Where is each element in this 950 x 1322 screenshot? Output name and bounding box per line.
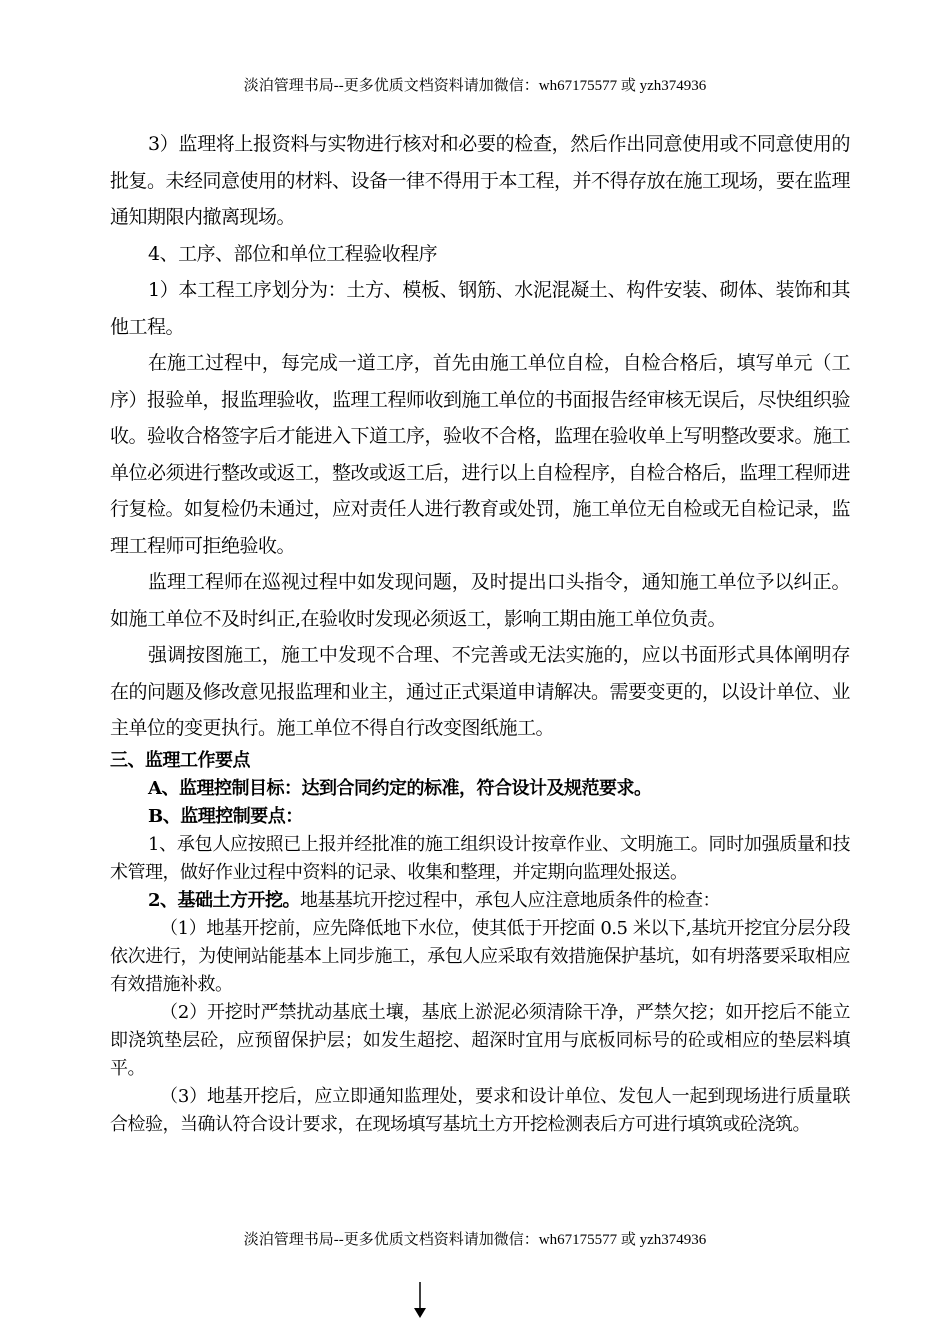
excavation-item-2: （2）开挖时严禁扰动基底土壤，基底上淤泥必须清除干净，严禁欠挖；如开挖后不能立即浇筑垫层砼，应预留保护层；如发生超挖、超深时宜用与底板同标号的砼或相应的垫层料填平。 bbox=[110, 1001, 850, 1079]
paragraph-inspection-patrol: 监理工程师在巡视过程中如发现问题，及时提出口头指令，通知施工单位予以纠正。如施工单位不及时纠正,在验收时发现必须返工，影响工期由施工单位负责。 bbox=[110, 571, 850, 630]
paragraph-material-approval: 3）监理将上报资料与实物进行核对和必要的检查，然后作出同意使用或不同意使用的批复。未经同意使用的材料、设备一律不得用于本工程，并不得存放在施工现场，要在监理通知期限内撤离现场。 bbox=[110, 133, 851, 228]
control-item-2-title: 2、基础土方开挖。 bbox=[148, 889, 301, 911]
page-footer: 淡泊管理书局--更多优质文档资料请加微信：wh67175577 或 yzh374936 bbox=[243, 1232, 707, 1248]
control-target: A、监理控制目标：达到合同约定的标准，符合设计及规范要求。 bbox=[148, 777, 652, 799]
paragraph-drawing-compliance: 强调按图施工，施工中发现不合理、不完善或无法实施的，应以书面形式具体阐明存在的问题及修改意见报监理和业主，通过正式渠道申请解决。需要变更的，以设计单位、业主单位的变更执行。施工单位不得自行改变图纸施工。 bbox=[110, 644, 851, 739]
paragraph-self-inspection: 在施工过程中，每完成一道工序，首先由施工单位自检，自检合格后，填写单元（工序）报验单，报监理验收，监理工程师收到施工单位的书面报告经审核无误后，尽快组织验收。验收合格签字后才能进入下道工序，验收不合格，监理在验收单上写明整改要求。施工单位必须进行整改或返工，整改或返工后，进行以上自检程序，自检合格后，监理工程师进行复检。如复检仍未通过，应对责任人进行教育或处罚，施工单位无自检或无自检记录，监理工程师可拒绝验收。 bbox=[110, 352, 851, 557]
control-item-2-text: 地基基坑开挖过程中，承包人应注意地质条件的检查： bbox=[300, 889, 721, 911]
excavation-item-3: （3）地基开挖后，应立即通知监理处，要求和设计单位、发包人一起到现场进行质量联合检验，当确认符合设计要求，在现场填写基坑土方开挖检测表后方可进行填筑或砼浇筑。 bbox=[110, 1085, 850, 1135]
down-arrow-icon bbox=[413, 1282, 427, 1318]
section-title: 三、监理工作要点 bbox=[110, 749, 250, 771]
control-points-heading: B、监理控制要点： bbox=[148, 805, 303, 827]
page-header: 淡泊管理书局--更多优质文档资料请加微信：wh67175577 或 yzh374936 bbox=[243, 78, 707, 94]
document-body bbox=[110, 126, 850, 1139]
paragraph-process-division: 1）本工程工序划分为：土方、模板、钢筋、水泥混凝土、构件安装、砌体、装饰和其他工程。 bbox=[110, 279, 850, 338]
control-item-1: 1、承包人应按照已上报并经批准的施工组织设计按章作业、文明施工。同时加强质量和技术管理，做好作业过程中资料的记录、收集和整理，并定期向监理处报送。 bbox=[110, 833, 850, 883]
excavation-item-1: （1）地基开挖前，应先降低地下水位，使其低于开挖面 0.5 米以下,基坑开挖宜分层分段依次进行，为使闸站能基本上同步施工，承包人应采取有效措施保护基坑，如有坍落要采取相应有效措施补救。 bbox=[110, 917, 850, 995]
control-item-2 bbox=[110, 887, 850, 915]
paragraph-acceptance-procedure-heading: 4、工序、部位和单位工程验收程序 bbox=[148, 242, 438, 265]
